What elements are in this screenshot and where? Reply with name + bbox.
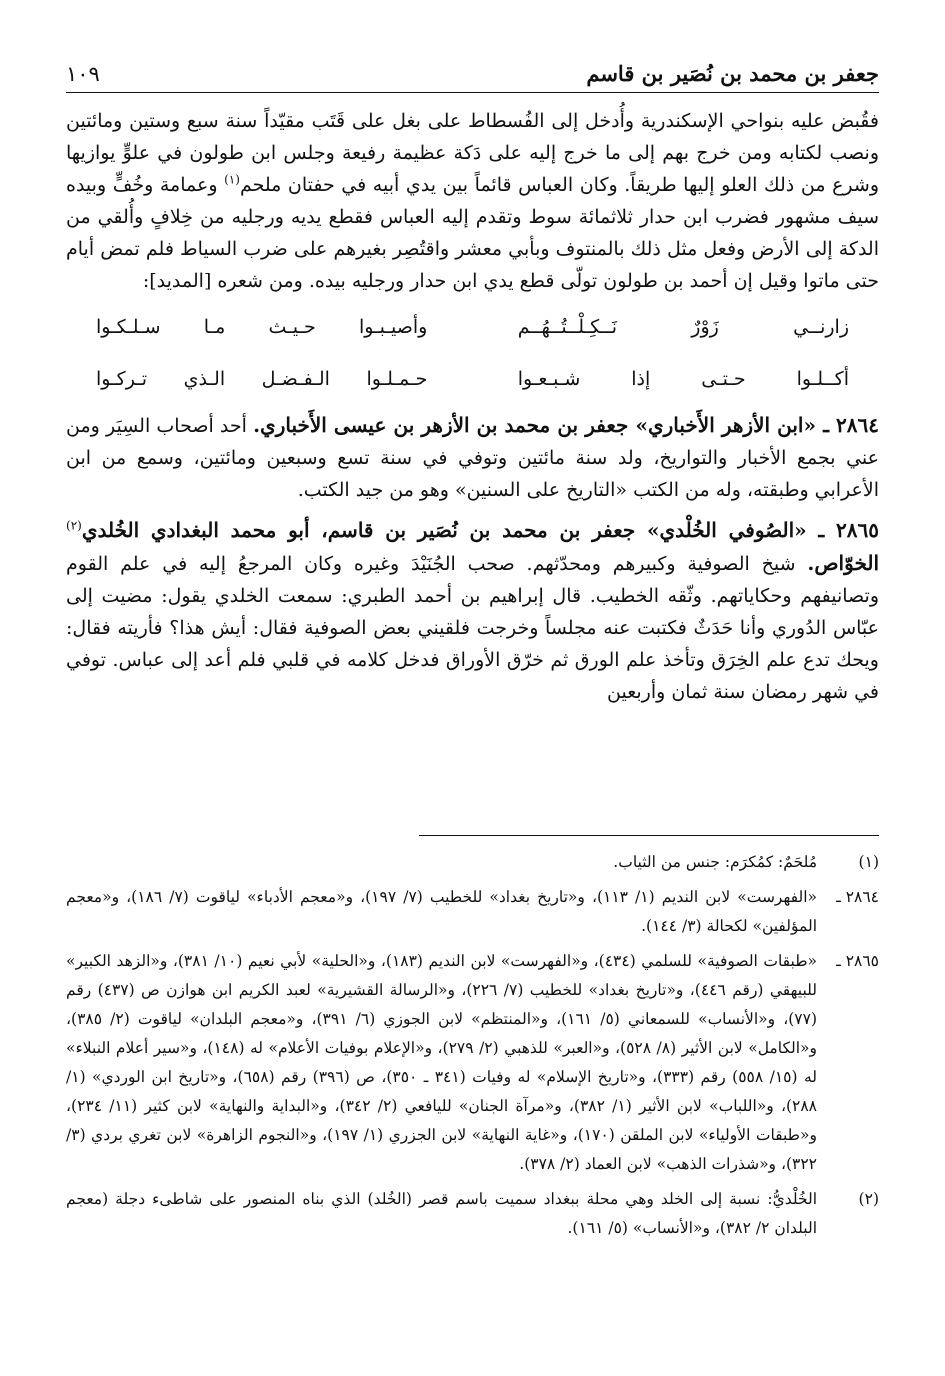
footnote-text: مُلحَمٌ: كمُكرَم: جنس من الثياب. xyxy=(613,853,817,871)
verse-hemistich: وأصيـبـوا حـيـث مـا سـلـكـوا xyxy=(96,316,428,338)
verse-hemistich: حـمـلـوا الـفـضـل الـذي تـركـوا xyxy=(96,368,428,390)
verse-line-2 xyxy=(96,357,849,401)
entry-text: أحد أصحاب السِيَر ومن عني بجمع الأخبار والتواريخ، ولد سنة مائتين وتوفي في سنة تسع وسبعين ومائتين، وسمع من ابن الأعرابي وطبقته، وله من الكتب «التاريخ على السنين» وهو من جيد الكتب. xyxy=(66,415,879,501)
paragraph-continuation xyxy=(66,105,879,297)
paragraph-text-cont: وعمامة وخُفٍّ وبيده سيف مشهور فضرب ابن حدار ثلاثمائة سوط وتقدم إليه العباس فقطع يديه ورجليه من خِلافٍ وأُلقي من الدكة إلى الأرض وفعل مثل ذلك بالمنتوف وبأبي معشر واقتُصِر بغيرهم على ضرب السياط فلم تمض أيام حتى ماتوا وقيل إن أحمد بن طولون تولّى قطع يدي ابن حدار ورجليه بيده. ومن شعره [المديد]: xyxy=(66,174,879,292)
verse-hemistich: أكــلـوا حـتـى إذا شـبـعـوا xyxy=(517,368,849,390)
header-rule xyxy=(66,92,879,93)
footnote-label: (٢) xyxy=(858,1190,879,1208)
page-number: ١٠٩ xyxy=(66,62,100,86)
page-header xyxy=(66,52,879,86)
entry-heading: ٢٨٦٤ ـ «ابن الأزهر الأَخباري» جعفر بن محمد بن الأزهر بن عيسى الأَخباري. xyxy=(253,413,879,437)
footnote-text: «طبقات الصوفية» للسلمي (٤٣٤)، و«الفهرست» لابن النديم (١٨٣)، و«الحلية» لأبي نعيم (١٠/ ٣٨١)، و«الزهد الكبير» للبيهقي (رقم ٤٤٦)، و«تاريخ بغداد» للخطيب (٧/ ٢٢٦)، و«الرسالة القشيرية» لعبد الكريم ابن هوازن ص (٤٣٧) رقم (٧٧)، و«الأنساب» للسمعاني (٥/ ١٦١)، و«المنتظم» لابن الجوزي (٦/ ٣٩١)، و«معجم البلدان» لياقوت (٢/ ٣٨٥)، و«الكامل» لابن الأثير (٨/ ٥٢٨)، و«العبر» للذهبي (٢/ ٢٧٩)، و«الإعلام بوفيات الأعلام» له (١٤٨)، و«سير أعلام النبلاء» له (١٥/ ٥٥٨) رقم (٣٣٣)، و«تاريخ الإسلام» له وفيات (٣٤١ ـ ٣٥٠)، ص (٣٩٦) رقم (٦٥٨)، و«تاريخ ابن الوردي» (١/ ٢٨٨)، و«اللباب» لابن الأثير (١/ ٣٨٢)، و«مرآة الجنان» لليافعي (٢/ ٣٤٢)، و«البداية والنهاية» لابن كثير (١١/ ٢٣٤)، و«طبقات الأولياء» لابن الملقن (١٧٠)، و«غاية النهاية» لابن الجزري (١/ ١٩٧)، و«النجوم الزاهرة» لابن تغري بردي (٣/ ٣٢٢)، و«شذرات الذهب» لابن العماد (٢/ ٣٧٨). xyxy=(66,952,818,1173)
footnote-text: «الفهرست» لابن النديم (١/ ١١٣)، و«تاريخ بغداد» للخطيب (٧/ ١٩٧)، و«معجم الأدباء» لياقوت (٧/ ١٨٦)، و«معجم المؤلفين» لكحالة (٣/ ١٤٤). xyxy=(66,888,817,935)
verse-line-1 xyxy=(96,305,849,349)
footnote-rule xyxy=(419,835,879,836)
paragraph-text: فقُبض عليه بنواحي الإسكندرية وأُدخل إلى الفُسطاط على بغل على قَتَب مقيّداً سنة سبع وستين ومائتين ونصب لكتابه ومن خرج بهم إلى ما خرج إليه على دَكة عظيمة رفيعة وجلس ابن طولون في علوٍّ يوازيها وشرع من ذلك العلو إليها طريقاً. وكان العباس قائماً بين يدي أبيه في حفتان ملحم xyxy=(66,110,879,196)
source-note-2865 xyxy=(66,947,879,1179)
footnotes xyxy=(66,848,879,1249)
main-text xyxy=(66,105,879,708)
footnote-1 xyxy=(66,848,879,877)
running-title: جعفر بن محمد بن نُصَير بن قاسم xyxy=(586,61,879,86)
footnote-ref: (٢) xyxy=(66,518,82,533)
footnote-label: (١) xyxy=(858,853,879,871)
verse-hemistich: زارنــي زَوْرٌ نَــكِـلْــتُــهُــم xyxy=(517,316,849,338)
entry-heading: ٢٨٦٥ ـ «الصُوفي الخُلْدي» جعفر بن محمد بن نُصَير بن قاسم، أبو محمد البغدادي الخُلدي xyxy=(81,518,879,542)
source-note-2864 xyxy=(66,883,879,941)
footnote-label: ٢٨٦٥ ـ xyxy=(836,952,879,970)
footnote-ref: (١) xyxy=(224,172,240,187)
entry-text: شيخ الصوفية وكبيرهم ومحدّثهم. صحب الجُنَيْدَ وغيره وكان المرجعُ إليه في علم القوم وتصانيفهم وحكاياتهم. وثّقه الخطيب. قال إبراهيم بن أحمد الطبري: سمعت الخلدي يقول: مضيت إلى عبّاس الدُوري وأنا حَدَثٌ فكتبت عنه مجلساً وخرجت فلقيني بعض الصوفية فقال: أيش هذا؟ فأريته فقال: ويحك تدع علم الخِرَق وتأخذ علم الورق ثم خرّق الأوراق فدخل كلامه في قلبي فلم أعد إلى عباس. توفي في شهر رمضان سنة ثمان وأربعين xyxy=(66,553,879,703)
footnote-text: الخُلْديُّ: نسبة إلى الخلد وهي محلة ببغداد سميت باسم قصر (الخُلد) الذي بناه المنصور على شاطىء دجلة (معجم البلدان ٢/ ٣٨٢)، و«الأنساب» (٥/ ١٦١). xyxy=(66,1190,817,1237)
footnote-label: ٢٨٦٤ ـ xyxy=(836,888,879,906)
footnote-2 xyxy=(66,1185,879,1243)
entry-2864 xyxy=(66,409,879,506)
entry-heading-cont: الخوّاص. xyxy=(807,551,879,575)
entry-2865 xyxy=(66,514,879,708)
